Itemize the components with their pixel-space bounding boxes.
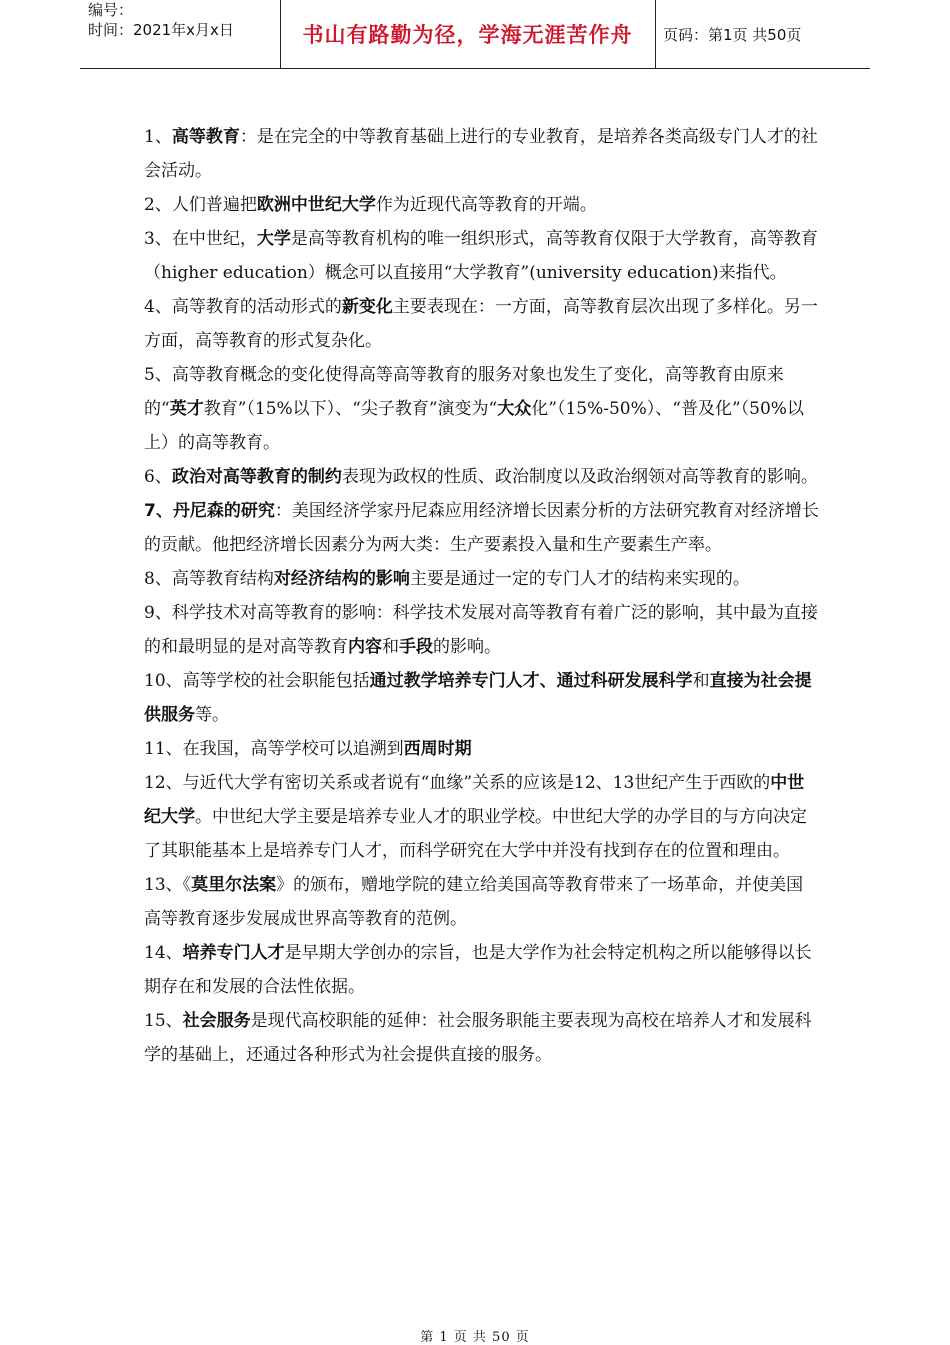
item-text: 和 xyxy=(692,671,710,691)
item-text: 15、 xyxy=(144,1011,183,1031)
list-item xyxy=(144,868,820,936)
list-item xyxy=(144,358,820,460)
list-item xyxy=(144,290,820,358)
list-item xyxy=(144,120,820,188)
document-number-label: 编号： xyxy=(88,1,134,19)
key-term: 新变化 xyxy=(341,297,393,317)
key-term: 社会服务 xyxy=(182,1011,251,1031)
item-text: 。中世纪大学主要是培养专业人才的职业学校。中世纪大学的办学目的与方向决定了其职能基本上是培养专门人才，而科学研究在大学中并没有找到存在的位置和理由。 xyxy=(144,807,807,861)
list-item xyxy=(144,494,820,562)
item-text: 作为近现代高等教育的开端。 xyxy=(375,195,597,215)
list-item xyxy=(144,1004,820,1072)
item-text: 是早期大学创办的宗旨，也是大学作为社会特定机构之所以能够得以长期存在和发展的合法性依据。 xyxy=(144,943,812,997)
key-term: 直接为社会提供服务 xyxy=(144,671,812,725)
item-text: ：是在完全的中等教育基础上进行的专业教育，是培养各类高级专门人才的社会活动。 xyxy=(144,127,818,181)
item-text: 主要表现在：一方面，高等教育层次出现了多样化。另一方面，高等教育的形式复杂化。 xyxy=(144,297,818,351)
key-term: 7、丹尼森的研究 xyxy=(144,501,275,521)
list-item xyxy=(144,596,820,664)
key-term: 西周时期 xyxy=(403,739,472,759)
item-text: 12、与近代大学有密切关系或者说有“血缘”关系的应该是12、13世纪产生于西欧的 xyxy=(144,773,771,793)
item-text: 表现为政权的性质、政治制度以及政治纲领对高等教育的影响。 xyxy=(341,467,818,487)
key-term: 英才 xyxy=(169,399,204,419)
item-text: 和 xyxy=(382,637,399,657)
key-term: 对经济结构的影响 xyxy=(273,569,410,589)
item-text: 8、高等教育结构 xyxy=(144,569,274,589)
item-text: 是高等教育机构的唯一组织形式，高等教育仅限于大学教育，高等教育（higher education）概念可以直接用“大学教育”(university education)来指代。 xyxy=(144,229,818,283)
item-text: 3、在中世纪， xyxy=(144,229,257,249)
item-text: 的影响。 xyxy=(433,637,501,657)
page-header xyxy=(80,0,870,69)
header-page-info-cell xyxy=(655,0,870,68)
item-text: 等。 xyxy=(195,705,229,725)
header-page-info: 页码：第1页 共50页 xyxy=(663,25,802,44)
list-item xyxy=(144,562,820,596)
item-text: 13、《 xyxy=(144,875,192,895)
key-term: 手段 xyxy=(399,637,433,657)
list-item xyxy=(144,766,820,868)
item-text: 9、科学技术对高等教育的影响：科学技术发展对高等教育有着广泛的影响，其中最为直接的和最明显的是对高等教育 xyxy=(144,603,818,657)
item-text: ：美国经济学家丹尼森应用经济增长因素分析的方法研究教育对经济增长的贡献。他把经济增长因素分为两大类：生产要素投入量和生产要素生产率。 xyxy=(144,501,819,555)
page-footer: 第 1 页 共 50 页 xyxy=(420,1330,530,1345)
item-text: 5、高等教育概念的变化使得高等高等教育的服务对象也发生了变化，高等教育由原来的“ xyxy=(144,365,784,419)
item-text: 是现代高校职能的延伸：社会服务职能主要表现为高校在培养人才和发展科学的基础上，还通过各种形式为社会提供直接的服务。 xyxy=(144,1011,812,1065)
header-meta xyxy=(80,0,281,68)
list-item xyxy=(144,936,820,1004)
item-text: 》的颁布，赠地学院的建立给美国高等教育带来了一场革命，并使美国高等教育逐步发展成世界高等教育的范例。 xyxy=(144,875,804,929)
item-text: 10、高等学校的社会职能包括 xyxy=(144,671,370,691)
key-term: 政治对高等教育的制约 xyxy=(171,467,342,487)
key-term: 培养专门人才 xyxy=(182,943,285,963)
key-term: 大学 xyxy=(256,229,291,249)
item-text: 1、 xyxy=(144,127,172,147)
key-term: 内容 xyxy=(348,637,382,657)
header-motto-cell xyxy=(280,0,656,68)
item-text: 4、高等教育的活动形式的 xyxy=(144,297,342,317)
item-text: 6、 xyxy=(144,467,172,487)
list-item xyxy=(144,732,820,766)
list-item xyxy=(144,664,820,732)
item-text: 14、 xyxy=(144,943,183,963)
item-text: 11、在我国，高等学校可以追溯到 xyxy=(144,739,404,759)
key-term: 大众 xyxy=(497,399,532,419)
key-term: 高等教育 xyxy=(171,127,240,147)
list-item xyxy=(144,188,820,222)
key-term: 中世纪大学 xyxy=(144,773,805,827)
item-text: 教育”（15%以下）、“尖子教育”演变为“ xyxy=(203,399,498,419)
document-time-label: 时间：2021年x月x日 xyxy=(88,21,234,39)
key-term: 欧洲中世纪大学 xyxy=(256,195,376,215)
header-motto: 书山有路勤为径，学海无涯苦作舟 xyxy=(302,23,633,47)
item-text: 主要是通过一定的专门人才的结构来实现的。 xyxy=(409,569,750,589)
key-term: 莫里尔法案 xyxy=(191,875,277,895)
document-body xyxy=(144,120,820,1072)
list-item xyxy=(144,222,820,290)
item-text: 2、人们普遍把 xyxy=(144,195,257,215)
key-term: 通过教学培养专门人才、通过科研发展科学 xyxy=(369,671,693,691)
item-text: 化”（15%-50%）、“普及化”（50%以上）的高等教育。 xyxy=(144,399,804,453)
list-item xyxy=(144,460,820,494)
